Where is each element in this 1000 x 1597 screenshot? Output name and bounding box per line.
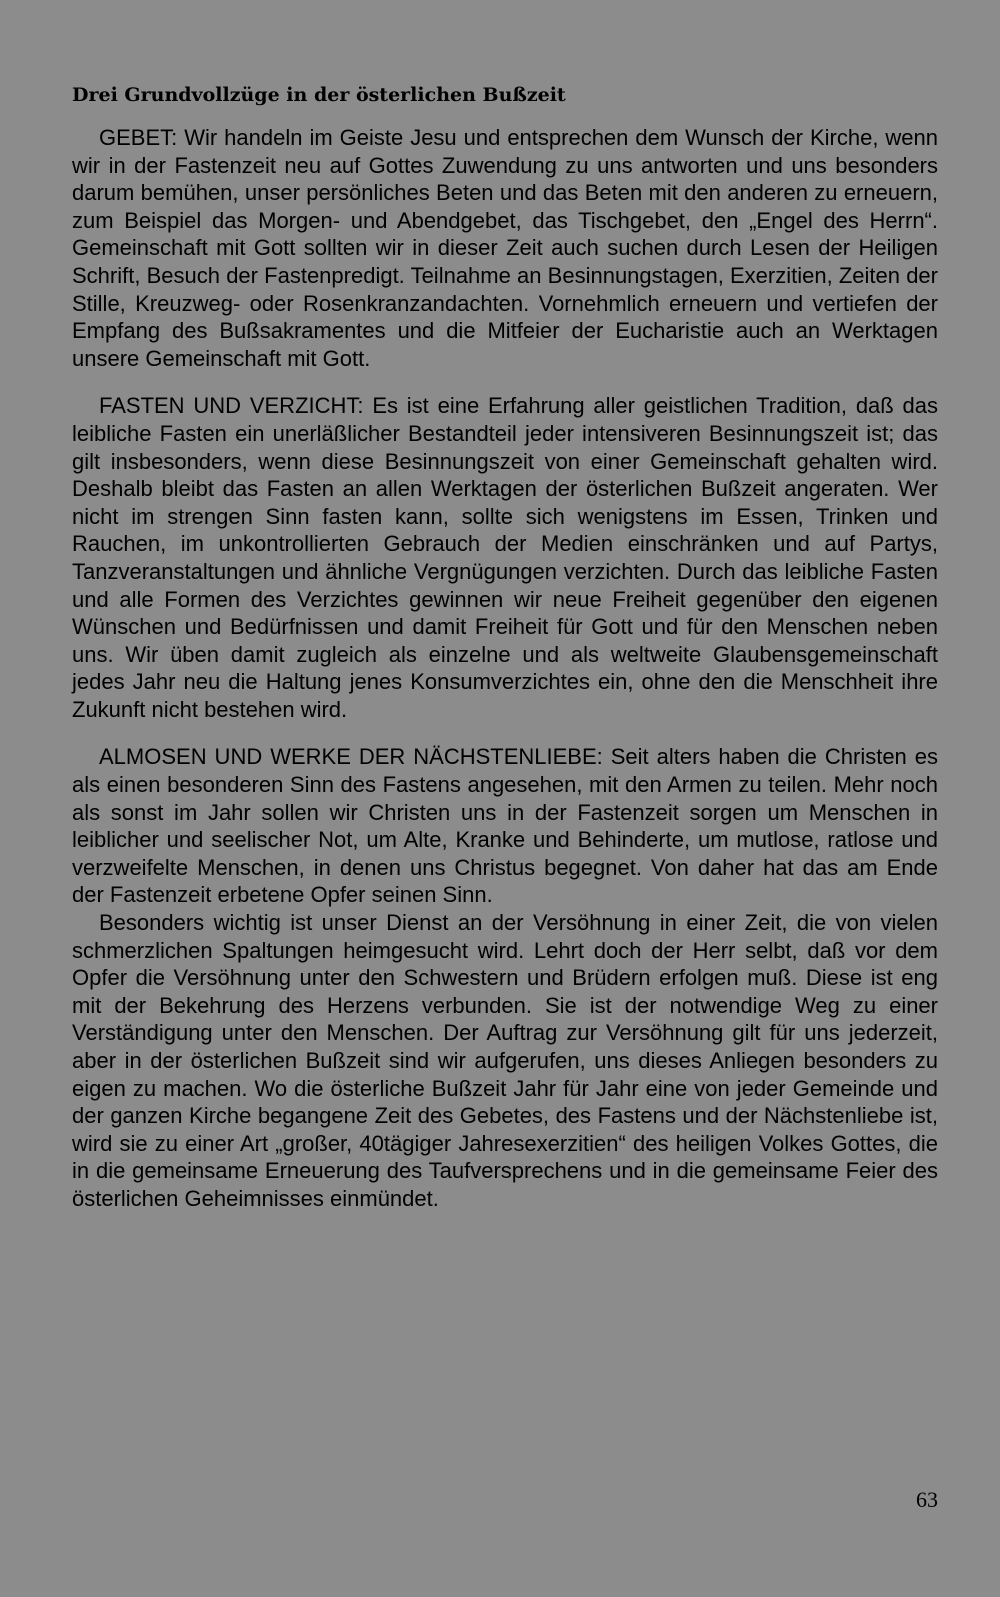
section-heading: Drei Grundvollzüge in der österlichen Bußzeit [72, 84, 566, 106]
paragraph-gebet [72, 124, 938, 372]
paragraph-text: Wir handeln im Geiste Jesu und entsprechen dem Wunsch der Kirche, wenn wir in der Fastenzeit neu auf Gottes Zuwendung zu uns antworten und uns besonders darum bemühen, unser persönliches Beten und das Beten mit den anderen zu erneuern, zum Beispiel das Morgen- und Abendgebet, das Tischgebet, den „Engel des Herrn“. Gemeinschaft mit Gott sollten wir in dieser Zeit auch suchen durch Lesen der Heiligen Schrift, Besuch der Fastenpredigt. Teilnahme an Besinnungstagen, Exerzitien, Zeiten der Stille, Kreuzweg- oder Rosenkranzandachten. Vornehmlich erneuern und vertiefen der Empfang des Bußsakramentes und die Mitfeier der Eucharistie auch an Werktagen unsere Gemeinschaft mit Gott. [72, 125, 938, 371]
paragraph-lead: GEBET: [99, 125, 178, 150]
paragraph-text: Seit alters haben die Christen es als einen besonderen Sinn des Fastens angesehen, mit den Armen zu teilen. Mehr noch als sonst im Jahr sollen wir Christen uns in der Fastenzeit sorgen um Menschen in leiblicher und seelischer Not, um Alte, Kranke und Behinderte, um mutlose, ratlose und verzweifelte Menschen, in denen uns Christus begegnet. Von daher hat das am Ende der Fastenzeit erbetene Opfer seinen Sinn. [72, 744, 939, 908]
paragraph-versoehnung: Besonders wichtig ist unser Dienst an der Versöhnung in einer Zeit, die von vielen schmerzlichen Spaltungen heimgesucht wird. Lehrt doch der Herr selbt, daß vor dem Opfer die Versöhnung unter den Schwestern und Brüdern erfolgen muß. Diese ist eng mit der Bekehrung des Herzens verbunden. Sie ist der notwendige Weg zu einer Verständigung unter den Menschen. Der Auftrag zur Versöhnung gilt für uns jederzeit, aber in der österlichen Bußzeit sind wir aufgerufen, uns dieses Anliegen besonders zu eigen zu machen. Wo die österliche Bußzeit Jahr für Jahr eine von jeder Gemeinde und der ganzen Kirche begangene Zeit des Gebetes, des Fastens und der Nächstenliebe ist, wird sie zu einer Art „großer, 40tägiger Jahresexerzitien“ des heiligen Volkes Gottes, die in die gemeinsame Erneuerung des Taufversprechens und in die gemeinsame Feier des österlichen Geheimnisses einmündet. [72, 910, 938, 1211]
page-body [72, 84, 938, 1213]
paragraph-lead: FASTEN UND VERZICHT: [99, 393, 364, 419]
paragraph-almosen [72, 743, 938, 909]
paragraph-fasten [72, 392, 938, 723]
paragraph-lead: ALMOSEN UND WERKE DER NÄCHSTENLIEBE: [99, 744, 603, 770]
paragraph-text: Es ist eine Erfahrung aller geistlichen Tradition, daß das leibliche Fasten ein unerläßlicher Bestandteil jeder intensiveren Besinnungszeit ist; das gilt insbesonders, wenn diese Besinnungszeit von einer Gemeinschaft gehalten wird. Deshalb bleibt das Fasten an allen Werktagen der österlichen Bußzeit angeraten. Wer nicht im strengen Sinn fasten kann, sollte sich wenigstens im Essen, Trinken und Rauchen, im unkontrollierten Gebrauch der Medien einschränken und auf Partys, Tanzveranstaltungen und ähnliche Vergnügungen verzichten. Durch das leibliche Fasten und alle Formen des Verzichtes gewinnen wir neue Freiheit gegenüber den eigenen Wünschen und Bedürfnissen und damit Freiheit für Gott und für den Menschen neben uns. Wir üben damit zugleich als einzelne und als weltweite Glaubensgemeinschaft jedes Jahr neu die Haltung jenes Konsumverzichtes ein, ohne den die Menschheit ihre Zukunft nicht bestehen wird. [72, 393, 938, 722]
page-number: 63 [916, 1487, 938, 1512]
